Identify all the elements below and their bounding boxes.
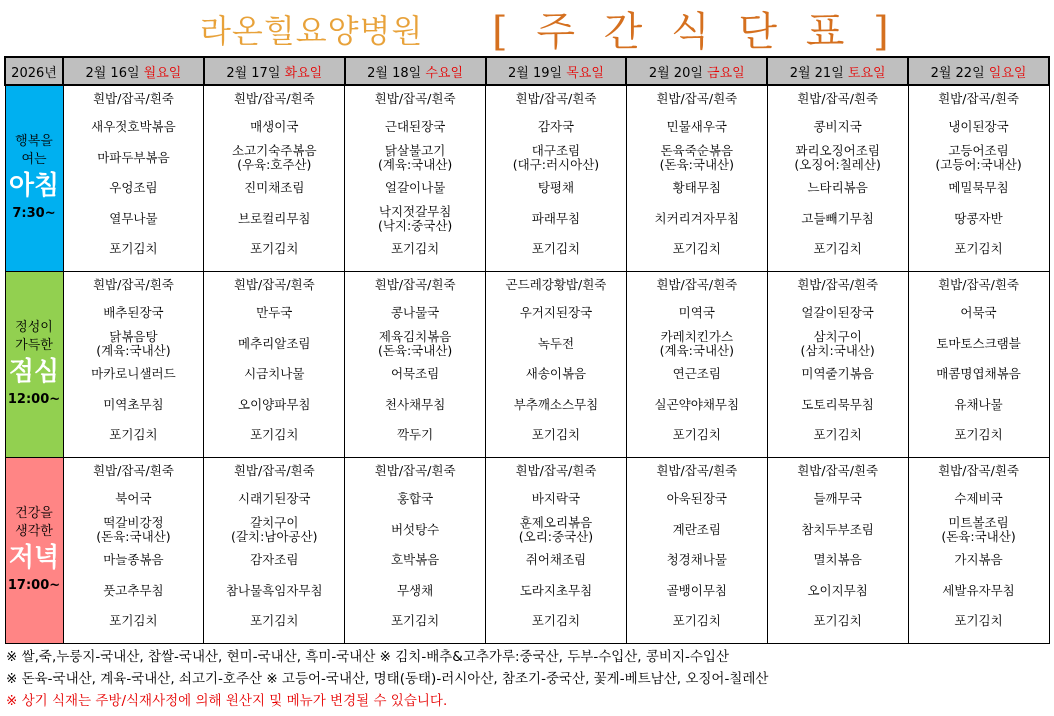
menu-item: 메밀묵무침: [948, 180, 1009, 196]
meal-name: 저녁: [8, 542, 60, 573]
menu-item: 포기김치: [954, 241, 1003, 257]
meal-subtitle: 정성이: [15, 319, 53, 335]
day-date: 2월 19일: [508, 65, 563, 81]
menu-item: 매콤명엽채볶음: [936, 366, 1021, 382]
menu-item: 흰밥/잡곡/흰죽: [656, 277, 738, 292]
menu-item: 시금치나물: [244, 366, 305, 382]
menu-item: 흰밥/잡곡/흰죽: [233, 277, 315, 292]
day-menu-cell: [908, 458, 1049, 644]
menu-item: 감자국: [537, 119, 575, 135]
menu-item: 포기김치: [531, 427, 581, 443]
menu-item: 낙지젓갈무침 (낙지:중국산): [377, 203, 453, 233]
menu-item: 마늘종볶음: [103, 552, 164, 568]
menu-item: 참치두부조림: [801, 521, 874, 537]
menu-item: 포기김치: [813, 427, 862, 443]
menu-item: 꽈리오징어조림 (오징어:칠레산): [794, 142, 881, 172]
menu-item: 닭볶음탕 (계육:국내산): [96, 328, 171, 358]
meal-row: [5, 272, 1049, 458]
day-header: [767, 57, 908, 85]
menu-item: 흰밥/잡곡/흰죽: [233, 463, 315, 478]
menu-item: 들깨무국: [813, 491, 862, 507]
day-date: 2월 22일: [930, 65, 985, 81]
menu-item: 흰밥/잡곡/흰죽: [515, 463, 597, 478]
menu-item: 포기김치: [390, 241, 440, 257]
menu-item: 오이지무침: [807, 582, 868, 598]
menu-item: 흰밥/잡곡/흰죽: [797, 91, 879, 106]
day-menu-cell: [486, 458, 627, 644]
menu-item: 흰밥/잡곡/흰죽: [374, 463, 456, 478]
menu-item: 대구조림 (대구:러시아산): [512, 142, 600, 172]
day-header: [204, 57, 345, 85]
menu-item: 메추리알조림: [238, 335, 311, 351]
menu-item: 열무나물: [109, 210, 158, 226]
meal-subtitle: 생각한: [15, 523, 53, 539]
menu-item: 파래무침: [531, 210, 581, 226]
menu-heading: [ 주 간 식 단 표 ]: [492, 9, 897, 55]
menu-item: 포기김치: [250, 241, 299, 257]
menu-item: 포기김치: [954, 613, 1003, 629]
menu-item: 흰밥/잡곡/흰죽: [374, 91, 456, 106]
menu-item: 훈제오리볶음 (오리:중국산): [518, 514, 594, 544]
menu-item: 고등어조림 (고등어:국내산): [935, 142, 1022, 172]
day-menu-cell: [486, 85, 627, 272]
menu-item: 포기김치: [672, 427, 721, 443]
menu-item: 호박볶음: [390, 552, 440, 568]
menu-item: 아욱된장국: [666, 491, 727, 507]
menu-item: 흰밥/잡곡/흰죽: [233, 91, 315, 106]
day-date: 2월 20일: [648, 65, 703, 81]
menu-item: 미역초무침: [103, 396, 164, 412]
menu-item: 브로컬리무침: [238, 210, 311, 226]
menu-item: 포기김치: [250, 613, 299, 629]
menu-item: 수제비국: [954, 491, 1003, 507]
meal-label-cell: [5, 458, 63, 644]
header-row: [5, 57, 1049, 85]
day-menu-cell: [63, 85, 204, 272]
meal-row: [5, 458, 1049, 644]
menu-item: 민물새우국: [666, 119, 727, 135]
day-weekday: 일요일: [988, 65, 1027, 81]
meal-name: 점심: [8, 356, 60, 387]
menu-item: 시래기된장국: [238, 491, 311, 507]
menu-item: 실곤약야채무침: [654, 396, 740, 412]
menu-item: 카레치킨가스 (계육:국내산): [659, 328, 734, 358]
menu-item: 포기김치: [390, 613, 440, 629]
day-header: [908, 57, 1049, 85]
day-header: [626, 57, 767, 85]
menu-item: 흰밥/잡곡/흰죽: [515, 91, 597, 106]
menu-item: 떡갈비강정 (돈육:국내산): [96, 514, 171, 544]
day-date: 2월 18일: [367, 65, 422, 81]
menu-item: 포기김치: [250, 427, 299, 443]
note-line: ※ 돈육-국내산, 계육-국내산, 쇠고기-호주산 ※ 고등어-국내산, 명태(동태)-러시아산, 참조기-중국산, 꽃게-베트남산, 오징어-칠레산: [6, 671, 769, 687]
menu-item: 느타리볶음: [807, 180, 868, 196]
menu-item: 진미채조림: [244, 180, 305, 196]
menu-item: 새송이볶음: [525, 366, 587, 382]
menu-item: 골뱅이무침: [666, 582, 727, 598]
menu-item: 치커리겨자무침: [654, 210, 740, 226]
day-weekday: 목요일: [566, 65, 604, 81]
menu-item: 갈치구이 (갈치:남아공산): [231, 514, 318, 544]
menu-item: 배추된장국: [103, 305, 164, 321]
meal-row: [5, 85, 1049, 272]
menu-item: 흰밥/잡곡/흰죽: [797, 463, 879, 478]
day-header: [63, 57, 204, 85]
menu-item: 얼갈이나물: [384, 180, 446, 196]
menu-item: 콩나물국: [390, 305, 440, 321]
menu-item: 미역줄기볶음: [801, 366, 874, 382]
menu-item: 흰밥/잡곡/흰죽: [92, 463, 174, 478]
meal-subtitle: 건강을: [15, 505, 53, 521]
menu-item: 포기김치: [954, 427, 1003, 443]
menu-item: 흰밥/잡곡/흰죽: [938, 463, 1019, 478]
day-menu-cell: [204, 458, 345, 644]
menu-item: 북어국: [115, 491, 152, 507]
menu-item: 도토리묵무침: [801, 396, 874, 412]
menu-item: 땅콩자반: [954, 210, 1003, 226]
menu-item: 어묵조림: [390, 366, 440, 382]
day-menu-cell: [345, 272, 486, 458]
menu-item: 부추깨소스무침: [513, 396, 599, 412]
day-weekday: 토요일: [847, 65, 886, 81]
menu-item: 풋고추무침: [103, 582, 164, 598]
menu-item: 황태무침: [672, 180, 721, 196]
menu-item: 근대된장국: [384, 119, 446, 135]
menu-item: 바지락국: [531, 491, 581, 507]
menu-item: 깍두기: [396, 427, 434, 443]
day-date: 2월 16일: [85, 65, 140, 81]
day-menu-cell: [345, 85, 486, 272]
menu-item: 흰밥/잡곡/흰죽: [656, 463, 738, 478]
menu-item: 쥐어채조림: [525, 552, 587, 568]
meal-subtitle: 여는: [21, 151, 47, 167]
menu-item: 닭살불고기 (계육:국내산): [377, 142, 453, 172]
menu-item: 포기김치: [672, 613, 721, 629]
menu-item: 멸치볶음: [813, 552, 862, 568]
menu-item: 곤드레강황밥/흰죽: [505, 277, 607, 292]
menu-item: 돈육죽순볶음 (돈육:국내산): [659, 142, 734, 172]
menu-item: 탕평채: [537, 180, 575, 196]
meal-time: 17:00~: [7, 577, 61, 593]
meal-subtitle: 행복을: [15, 133, 53, 149]
day-weekday: 수요일: [425, 65, 464, 81]
day-menu-cell: [908, 272, 1049, 458]
menu-item: 흰밥/잡곡/흰죽: [92, 277, 174, 292]
menu-item: 청경채나물: [666, 552, 727, 568]
menu-item: 토마토스크램블: [936, 335, 1021, 351]
menu-item: 냉이된장국: [948, 119, 1009, 135]
day-date: 2월 21일: [789, 65, 844, 81]
day-menu-cell: [767, 458, 908, 644]
menu-item: 포기김치: [813, 241, 862, 257]
menu-item: 참나물흑임자무침: [225, 582, 323, 598]
meal-subtitle: 가득한: [15, 337, 53, 353]
day-header: [345, 57, 486, 85]
menu-item: 천사채무침: [384, 396, 446, 412]
day-weekday: 금요일: [707, 65, 745, 81]
menu-item: 무생채: [396, 582, 434, 598]
menu-item: 매생이국: [250, 119, 299, 135]
hospital-name: 라온힐요양병원: [200, 12, 424, 50]
meal-name: 아침: [8, 170, 60, 201]
day-weekday: 월요일: [143, 65, 182, 81]
day-date: 2월 17일: [226, 65, 281, 81]
menu-item: 포기김치: [531, 613, 581, 629]
meal-label-cell: [5, 85, 63, 272]
menu-item: 포기김치: [672, 241, 721, 257]
day-menu-cell: [908, 85, 1049, 272]
menu-item: 우거지된장국: [519, 305, 593, 321]
meal-time: 7:30~: [12, 205, 56, 221]
day-menu-cell: [63, 272, 204, 458]
menu-item: 흰밥/잡곡/흰죽: [797, 277, 879, 292]
menu-item: 도라지초무침: [519, 582, 593, 598]
menu-item: 어묵국: [960, 305, 997, 321]
menu-item: 마파두부볶음: [97, 149, 170, 165]
menu-item: 가지볶음: [954, 552, 1003, 568]
menu-item: 소고기숙주볶음 (우육:호주산): [232, 142, 317, 172]
menu-item: 새우젓호박볶음: [91, 119, 176, 135]
menu-item: 미트볼조림 (돈육:국내산): [941, 514, 1016, 544]
note-line: ※ 쌀,죽,누룽지-국내산, 찹쌀-국내산, 현미-국내산, 흑미-국내산 ※ 김치-배추&고추가루:중국산, 두부-수입산, 콩비지-수입산: [6, 649, 730, 665]
menu-item: 세발유자무침: [942, 582, 1015, 598]
menu-item: 흰밥/잡곡/흰죽: [938, 277, 1019, 292]
menu-item: 포기김치: [109, 241, 158, 257]
menu-item: 흰밥/잡곡/흰죽: [656, 91, 738, 106]
menu-item: 얼갈이된장국: [801, 305, 874, 321]
menu-item: 고들빼기무침: [801, 210, 874, 226]
menu-item: 흰밥/잡곡/흰죽: [374, 277, 456, 292]
menu-item: 콩비지국: [813, 119, 862, 135]
menu-item: 유채나물: [954, 396, 1003, 412]
menu-item: 감자조림: [250, 552, 299, 568]
menu-item: 흰밥/잡곡/흰죽: [938, 91, 1019, 106]
day-weekday: 화요일: [284, 65, 323, 81]
day-menu-cell: [63, 458, 204, 644]
day-menu-cell: [767, 85, 908, 272]
menu-item: 연근조림: [672, 366, 721, 382]
origin-notes: [6, 646, 1050, 712]
menu-item: 삼치구이 (삼치:국내산): [800, 328, 875, 358]
menu-item: 포기김치: [813, 613, 862, 629]
day-menu-cell: [345, 458, 486, 644]
menu-item: 포기김치: [109, 613, 158, 629]
note-line: ※ 상기 식재는 주방/식재사정에 의해 원산지 및 메뉴가 변경될 수 있습니다.: [6, 693, 448, 709]
menu-item: 홍합국: [396, 491, 434, 507]
day-menu-cell: [767, 272, 908, 458]
menu-item: 포기김치: [109, 427, 158, 443]
menu-item: 마카로니샐러드: [91, 366, 176, 382]
day-menu-cell: [204, 272, 345, 458]
menu-item: 버섯탕수: [390, 521, 440, 537]
weekly-menu-table: [4, 56, 1050, 644]
menu-item: 제육김치볶음 (돈육:국내산): [377, 328, 453, 358]
menu-item: 계란조림: [672, 521, 721, 537]
meal-label-cell: [5, 272, 63, 458]
menu-item: 오이양파무침: [238, 396, 311, 412]
menu-item: 흰밥/잡곡/흰죽: [92, 91, 174, 106]
year-cell: 2026년: [5, 57, 63, 85]
menu-item: 우엉조림: [109, 180, 158, 196]
day-menu-cell: [626, 458, 767, 644]
menu-item: 녹두전: [537, 335, 575, 351]
menu-item: 만두국: [256, 305, 293, 321]
day-header: [486, 57, 627, 85]
page-title: [0, 0, 1054, 55]
day-menu-cell: [626, 272, 767, 458]
menu-item: 포기김치: [531, 241, 581, 257]
day-menu-cell: [626, 85, 767, 272]
meal-time: 12:00~: [7, 391, 61, 407]
day-menu-cell: [204, 85, 345, 272]
day-menu-cell: [486, 272, 627, 458]
menu-item: 미역국: [678, 305, 715, 321]
